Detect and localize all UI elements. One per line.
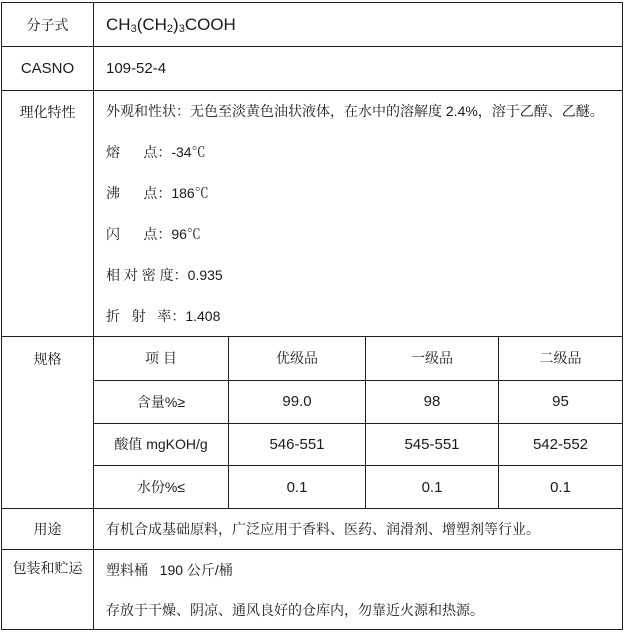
property-line-melting-point: 熔 点：-34℃ [106,144,206,160]
property-line-flash-point: 闪 点：96℃ [106,226,201,242]
formula-part: (CH [136,14,167,34]
row-specifications [2,336,622,508]
row-properties [2,90,622,336]
spec-row-moisture-label: 水份%≤ [94,465,228,508]
spec-content-first: 98 [365,380,498,423]
property-line-relative-density: 相 对 密 度：0.935 [106,267,223,283]
cas-number-value: 109-52-4 [106,60,167,77]
properties-label: 理化特性 [2,91,94,336]
packing-line-container: 塑料桶 190 公斤/桶 [106,562,233,578]
molecular-formula-label: 分子式 [2,3,94,46]
spec-content-second: 95 [498,380,622,423]
molecular-formula-value [94,3,622,46]
formula-subscript: 2 [166,22,174,35]
formula-subscript: 3 [178,22,185,35]
packing-line-storage: 存放于干燥、阴凉、通风良好的仓库内，勿靠近火源和热源。 [106,602,484,618]
formula-subscript: 3 [130,22,137,35]
usage-value: 有机合成基础原料，广泛应用于香料、医药、润滑剂、增塑剂等行业。 [106,521,540,537]
spec-acid-value-first: 545-551 [365,423,498,466]
row-usage [2,508,622,549]
spec-header-second-grade: 二级品 [498,337,622,380]
spec-grid [94,337,622,508]
packing-storage-value [94,550,622,630]
spec-moisture-second: 0.1 [498,465,622,508]
spec-row-acid-value-label: 酸值 mgKOH/g [94,423,228,466]
spec-acid-value-premium: 546-551 [228,423,365,466]
row-packing-storage [2,549,622,630]
property-line-appearance: 外观和性状：无色至淡黄色油状液体，在水中的溶解度 2.4%，溶于乙醇、乙醚。 [106,103,604,119]
spec-content-premium: 99.0 [228,380,365,423]
usage-label: 用途 [2,509,94,549]
properties-value [94,91,622,336]
spec-moisture-first: 0.1 [365,465,498,508]
spec-moisture-premium: 0.1 [228,465,365,508]
packing-storage-label: 包装和贮运 [2,550,94,630]
spec-header-item: 项 目 [145,350,177,367]
row-cas-number [2,46,622,90]
chemical-formula [106,15,236,35]
spec-sheet-table [1,2,623,630]
formula-part: COOH [184,14,236,34]
formula-part: CH [106,14,131,34]
spec-acid-value-second: 542-552 [498,423,622,466]
row-molecular-formula [2,3,622,46]
specifications-label: 规格 [2,337,94,508]
spec-header-premium-grade: 优级品 [228,337,365,380]
spec-header-first-grade: 一级品 [365,337,498,380]
property-line-refractive-index: 折 射 率：1.408 [106,308,221,324]
spec-row-content-label: 含量%≥ [94,380,228,423]
property-line-boiling-point: 沸 点：186℃ [106,185,209,201]
formula-part: ) [173,14,179,34]
cas-number-label: CASNO [2,47,94,90]
